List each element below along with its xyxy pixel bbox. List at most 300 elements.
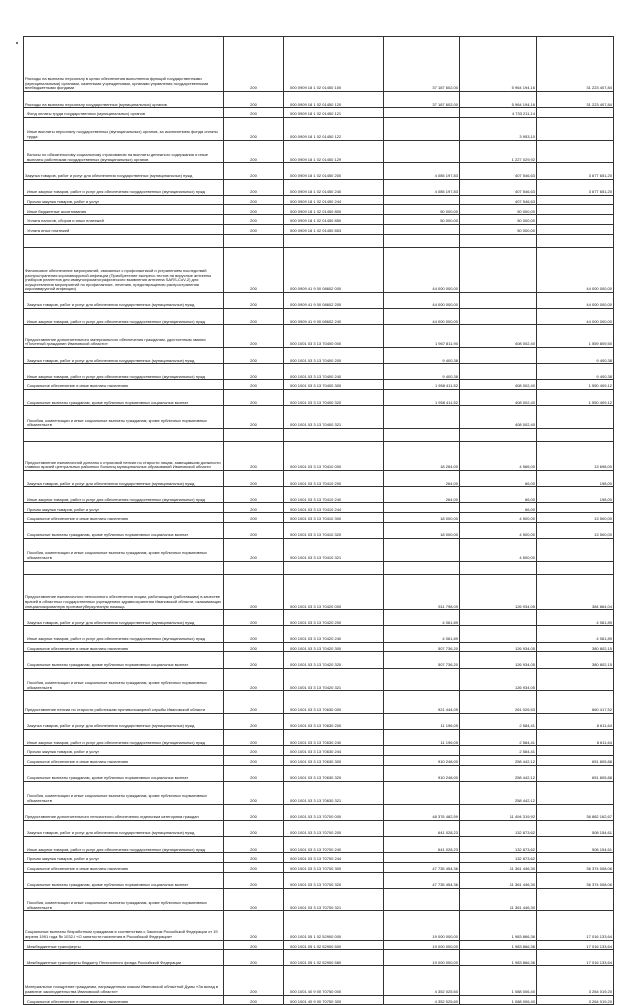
unexecuted-amount: 13 698,00: [537, 441, 614, 470]
executed-amount: 408 002,40: [460, 406, 537, 429]
approved-amount: 4 061,89: [384, 626, 460, 642]
approved-amount: 47 735 454,36: [384, 862, 460, 872]
unexecuted-amount: 651 805,88: [537, 765, 614, 781]
classification-code: 000 1001 05 1 02 52900 500: [284, 940, 384, 950]
classification-code: 000 0909 18 1 02 01450 121: [284, 108, 384, 118]
approved-amount: 511 798,09: [384, 574, 460, 610]
table-row: [24, 513, 614, 523]
item-name: [24, 428, 224, 441]
item-name: Социальное обеспечение и иные выплаты населению: [24, 513, 224, 523]
unexecuted-amount: 380 802,15: [537, 652, 614, 668]
item-name: Иные выплаты персоналу государственных (муниципальных) органов, за исключением фонда оплаты труда: [24, 117, 224, 140]
unexecuted-amount: 36 882 162,67: [537, 804, 614, 820]
approved-amount: [384, 428, 460, 441]
table-row: [24, 940, 614, 950]
executed-amount: [460, 247, 537, 292]
unexecuted-amount: [537, 746, 614, 756]
unexecuted-amount: 508 154,61: [537, 820, 614, 836]
item-name: Социальные выплаты гражданам, кроме публичных нормативных социальных выплат: [24, 522, 224, 538]
unexecuted-amount: 651 805,88: [537, 755, 614, 765]
approved-amount: 4 061,89: [384, 610, 460, 626]
unexecuted-amount: 9 400,38: [537, 347, 614, 363]
line-code: 200: [224, 309, 284, 325]
table-row: [24, 205, 614, 215]
table-row: [24, 911, 614, 940]
classification-code: 000 1001 03 3 13 70400 200: [284, 347, 384, 363]
line-code: 200: [224, 888, 284, 911]
executed-amount: 11 361 446,30: [460, 872, 537, 888]
approved-amount: [384, 406, 460, 429]
classification-code: [284, 561, 384, 574]
classification-code: 000 1001 03 3 13 70700 320: [284, 872, 384, 888]
line-code: 200: [224, 652, 284, 668]
item-name: Расходы на выплаты персоналу государственных (муниципальных) органов: [24, 92, 224, 108]
approved-amount: 4 085 197,83: [384, 163, 460, 179]
table-row: [24, 836, 614, 852]
line-code: 200: [224, 642, 284, 652]
executed-amount: 5 964 194,16: [460, 92, 537, 108]
executed-amount: 132 873,62: [460, 820, 537, 836]
classification-code: 000 1001 03 3 13 70400 240: [284, 364, 384, 380]
approved-amount: [384, 117, 460, 140]
item-name: Закупка товаров, работ и услуг для обеспечения государственных (муниципальных) нужд: [24, 713, 224, 729]
classification-code: 000 0909 18 1 02 01450 100: [284, 37, 384, 92]
unexecuted-amount: 3 677 651,20: [537, 163, 614, 179]
executed-amount: 1 088 006,40: [460, 966, 537, 995]
executed-amount: 4 733 211,14: [460, 108, 537, 118]
table-row: [24, 872, 614, 888]
line-code: 200: [224, 163, 284, 179]
table-row: [24, 140, 614, 163]
table-row: [24, 642, 614, 652]
approved-amount: 4 352 025,60: [384, 995, 460, 1005]
item-name: Предоставление пенсии по старости работникам противопожарной службы Ивановской области: [24, 691, 224, 714]
classification-code: 000 1001 40 9 00 70750 300: [284, 995, 384, 1005]
classification-code: 000 0909 18 1 02 01450 129: [284, 140, 384, 163]
item-name: Социальное обеспечение и иные выплаты населению: [24, 995, 224, 1005]
executed-amount: 4 566,00: [460, 441, 537, 470]
unexecuted-amount: 3 264 019,20: [537, 995, 614, 1005]
item-name: Закупка товаров, работ и услуг для обеспечения государственных (муниципальных) нужд: [24, 610, 224, 626]
classification-code: 000 1001 05 1 02 52900 580: [284, 950, 384, 966]
executed-amount: [460, 234, 537, 247]
approved-amount: 48 376 482,59: [384, 804, 460, 820]
unexecuted-amount: 36 374 008,06: [537, 872, 614, 888]
table-row: [24, 862, 614, 872]
table-row: [24, 325, 614, 348]
classification-code: 000 1001 03 3 13 70410 200: [284, 471, 384, 487]
approved-amount: 18 264,00: [384, 441, 460, 470]
line-code: 200: [224, 292, 284, 308]
item-name: Предоставление дополнительного материального обеспечения гражданам, удостоенным звания «Почетный гражданин Ивановской области»: [24, 325, 224, 348]
executed-amount: 4 500,00: [460, 539, 537, 562]
classification-code: 000 0909 18 1 02 01450 244: [284, 195, 384, 205]
executed-amount: 407 546,63: [460, 195, 537, 205]
approved-amount: 19 000 000,00: [384, 940, 460, 950]
classification-code: 000 1001 03 3 13 70630 320: [284, 765, 384, 781]
item-name: Закупка товаров, работ и услуг для обеспечения государственных (муниципальных) нужд: [24, 471, 224, 487]
item-name: Иные закупки товаров, работ и услуг для обеспечения государственных (муниципальных) нужд: [24, 730, 224, 746]
classification-code: [284, 234, 384, 247]
line-code: 200: [224, 610, 284, 626]
unexecuted-amount: 8 611,64: [537, 713, 614, 729]
table-row: [24, 234, 614, 247]
unexecuted-amount: 380 802,15: [537, 642, 614, 652]
unexecuted-amount: 198,00: [537, 487, 614, 503]
executed-amount: 1 227 029,92: [460, 140, 537, 163]
unexecuted-amount: 4 061,89: [537, 626, 614, 642]
unexecuted-amount: [537, 503, 614, 513]
approved-amount: 37 187 602,00: [384, 37, 460, 92]
executed-amount: [460, 626, 537, 642]
item-name: Социальные выплаты безработным гражданам в соответствии с Законом Российской Федерации от 19 апреля 1991 года № 1032-I «О занятости населения в Российской Федерации»: [24, 911, 224, 940]
item-name: Взносы по обязательному социальному страхованию на выплаты денежного содержания и иные выплаты работникам государственных (муниципальных) органов: [24, 140, 224, 163]
approved-amount: 4 085 197,83: [384, 179, 460, 195]
unexecuted-amount: [537, 428, 614, 441]
executed-amount: 126 934,05: [460, 652, 537, 668]
classification-code: 000 1001 03 3 13 70420 321: [284, 668, 384, 691]
margin-mark: [16, 42, 18, 44]
approved-amount: 1 967 811,90: [384, 325, 460, 348]
line-code: 200: [224, 92, 284, 108]
item-name: Пособия, компенсации и иные социальные выплаты гражданам, кроме публичных нормативных обязательств: [24, 406, 224, 429]
item-name: Иные закупки товаров, работ и услуг для обеспечения государственных (муниципальных) нужд: [24, 836, 224, 852]
item-name: Иные закупки товаров, работ и услуг для обеспечения государственных (муниципальных) нужд: [24, 309, 224, 325]
unexecuted-amount: [537, 205, 614, 215]
classification-code: 000 1001 03 3 13 70400 000: [284, 325, 384, 348]
unexecuted-amount: [537, 234, 614, 247]
unexecuted-amount: [537, 539, 614, 562]
item-name: Пособия, компенсации и иные социальные выплаты гражданам, кроме публичных нормативных обязательств: [24, 888, 224, 911]
executed-amount: [460, 347, 537, 363]
item-name: Социальные выплаты гражданам, кроме публичных нормативных социальных выплат: [24, 652, 224, 668]
table-row: [24, 668, 614, 691]
table-row: [24, 390, 614, 406]
executed-amount: 126 934,05: [460, 668, 537, 691]
line-code: 200: [224, 205, 284, 215]
item-name: [24, 561, 224, 574]
approved-amount: 50 000,00: [384, 215, 460, 225]
classification-code: 000 1001 03 3 13 70420 240: [284, 626, 384, 642]
item-name: Финансовое обеспечение мероприятий, связанных с профилактикой и устранением последствий распространения коронавирусной инфекции (Приобретение экспресс-тестов на вирусные антигены (наборов реагентов для иммунохроматографического выявления антигена SARS-CoV-2) для осуществления мероприятий по профилактике, лечению, предотвращению распространения коронавирусной инфекции): [24, 247, 224, 292]
classification-code: 000 0909 18 1 02 01450 200: [284, 163, 384, 179]
table-row: [24, 804, 614, 820]
table-row: [24, 781, 614, 804]
unexecuted-amount: 198,00: [537, 471, 614, 487]
table-row: [24, 713, 614, 729]
line-code: 200: [224, 406, 284, 429]
table-row: [24, 487, 614, 503]
unexecuted-amount: [537, 888, 614, 911]
item-name: Предоставление дополнительного пенсионного обеспечения отдельным категориям граждан: [24, 804, 224, 820]
executed-amount: 4 500,00: [460, 513, 537, 523]
executed-amount: 408 002,40: [460, 380, 537, 390]
unexecuted-amount: 13 500,00: [537, 522, 614, 538]
approved-amount: [384, 224, 460, 234]
executed-amount: 11 361 446,30: [460, 862, 537, 872]
classification-code: 000 1001 03 3 13 70420 200: [284, 610, 384, 626]
classification-code: 000 0909 18 1 02 01450 240: [284, 179, 384, 195]
executed-amount: 258 442,12: [460, 781, 537, 804]
classification-code: 000 1001 03 3 13 70410 321: [284, 539, 384, 562]
classification-code: 000 1001 03 3 13 70630 244: [284, 746, 384, 756]
table-row: [24, 820, 614, 836]
expenditure-table: [23, 36, 614, 1005]
unexecuted-amount: 3 264 019,20: [537, 966, 614, 995]
line-code: 200: [224, 626, 284, 642]
executed-amount: [460, 428, 537, 441]
line-code: 200: [224, 215, 284, 225]
classification-code: 000 1001 03 3 13 70410 320: [284, 522, 384, 538]
table-row: [24, 37, 614, 92]
line-code: 200: [224, 668, 284, 691]
line-code: 200: [224, 836, 284, 852]
line-code: 200: [224, 513, 284, 523]
approved-amount: 9 400,38: [384, 347, 460, 363]
executed-amount: 50 000,00: [460, 215, 537, 225]
table-row: [24, 117, 614, 140]
table-row: [24, 471, 614, 487]
classification-code: 000 1001 03 3 13 70700 244: [284, 853, 384, 863]
line-code: 200: [224, 347, 284, 363]
executed-amount: 258 442,12: [460, 755, 537, 765]
line-code: 200: [224, 179, 284, 195]
unexecuted-amount: 1 550 409,12: [537, 390, 614, 406]
unexecuted-amount: 17 016 133,64: [537, 911, 614, 940]
classification-code: [284, 428, 384, 441]
executed-amount: 407 546,63: [460, 163, 537, 179]
executed-amount: 66,00: [460, 503, 537, 513]
item-name: Уплата налогов, сборов и иных платежей: [24, 215, 224, 225]
item-name: Социальные выплаты гражданам, кроме публичных нормативных социальных выплат: [24, 390, 224, 406]
line-code: 200: [224, 471, 284, 487]
unexecuted-amount: [537, 195, 614, 205]
classification-code: 000 1001 03 3 13 70400 321: [284, 406, 384, 429]
table-row: [24, 441, 614, 470]
executed-amount: [460, 292, 537, 308]
executed-amount: 132 873,62: [460, 853, 537, 863]
classification-code: 000 0909 18 1 02 01450 800: [284, 205, 384, 215]
table-row: [24, 522, 614, 538]
line-code: 200: [224, 390, 284, 406]
approved-amount: 9 400,38: [384, 364, 460, 380]
approved-amount: 264,00: [384, 471, 460, 487]
unexecuted-amount: [537, 224, 614, 234]
item-name: Закупка товаров, работ и услуг для обеспечения государственных (муниципальных) нужд: [24, 163, 224, 179]
classification-code: 000 1001 03 3 13 70700 240: [284, 836, 384, 852]
line-code: 200: [224, 574, 284, 610]
approved-amount: 44 000 000,00: [384, 309, 460, 325]
approved-amount: 910 248,00: [384, 755, 460, 765]
item-name: Предоставление ежемесячной доплаты к страховой пенсии по старости лицам, замещавшим должности главных врачей центральных районных больниц муниципальных образований Ивановской области: [24, 441, 224, 470]
table-row: [24, 995, 614, 1005]
item-name: [24, 234, 224, 247]
classification-code: 000 1001 03 3 13 70630 200: [284, 713, 384, 729]
table-row: [24, 179, 614, 195]
line-code: 200: [224, 746, 284, 756]
line-code: 200: [224, 781, 284, 804]
table-row: [24, 574, 614, 610]
line-code: 200: [224, 911, 284, 940]
approved-amount: [384, 888, 460, 911]
table-row: [24, 247, 614, 292]
executed-amount: 407 546,63: [460, 179, 537, 195]
table-row: [24, 215, 614, 225]
table-row: [24, 428, 614, 441]
table-row: [24, 292, 614, 308]
table-row: [24, 163, 614, 179]
item-name: Предоставление ежемесячного пенсионного обеспечения лицам, работающим (работавшим) в качестве врачей в областных государственных учреждениях здравоохранения Ивановской области, оказывающих специализированную противотуберкулезную помощь: [24, 574, 224, 610]
item-name: Иные бюджетные ассигнования: [24, 205, 224, 215]
table-row: [24, 224, 614, 234]
unexecuted-amount: 44 000 000,00: [537, 292, 614, 308]
line-code: 200: [224, 37, 284, 92]
line-code: 200: [224, 820, 284, 836]
approved-amount: [384, 195, 460, 205]
approved-amount: 11 196,05: [384, 730, 460, 746]
approved-amount: [384, 539, 460, 562]
item-name: Межбюджетные трансферты бюджету Пенсионного фонда Российской Федерации: [24, 950, 224, 966]
line-code: 200: [224, 364, 284, 380]
executed-amount: 258 442,12: [460, 765, 537, 781]
table-row: [24, 539, 614, 562]
item-name: Социальное обеспечение и иные выплаты населению: [24, 755, 224, 765]
approved-amount: [384, 108, 460, 118]
item-name: Пособия, компенсации и иные социальные выплаты гражданам, кроме публичных нормативных обязательств: [24, 781, 224, 804]
unexecuted-amount: 44 000 000,00: [537, 247, 614, 292]
approved-amount: 19 000 000,00: [384, 950, 460, 966]
classification-code: 000 0909 18 1 02 01450 122: [284, 117, 384, 140]
classification-code: 000 1001 03 3 13 70700 321: [284, 888, 384, 911]
table-row: [24, 765, 614, 781]
approved-amount: 507 736,20: [384, 652, 460, 668]
approved-amount: 44 000 000,00: [384, 292, 460, 308]
table-row: [24, 950, 614, 966]
line-code: 200: [224, 503, 284, 513]
approved-amount: [384, 561, 460, 574]
unexecuted-amount: 1 550 409,12: [537, 380, 614, 390]
line-code: [224, 428, 284, 441]
table-row: [24, 92, 614, 108]
approved-amount: 1 958 411,52: [384, 380, 460, 390]
executed-amount: 3 953,10: [460, 117, 537, 140]
item-name: Прочая закупка товаров, работ и услуг: [24, 853, 224, 863]
unexecuted-amount: 36 374 008,06: [537, 862, 614, 872]
line-code: 200: [224, 804, 284, 820]
item-name: Социальное обеспечение и иные выплаты населению: [24, 380, 224, 390]
classification-code: 000 1001 03 3 13 70410 000: [284, 441, 384, 470]
item-name: Закупка товаров, работ и услуг для обеспечения государственных (муниципальных) нужд: [24, 347, 224, 363]
unexecuted-amount: [537, 108, 614, 118]
executed-amount: 50 000,00: [460, 224, 537, 234]
line-code: 200: [224, 522, 284, 538]
item-name: Фонд оплаты труда государственных (муниципальных) органов: [24, 108, 224, 118]
table-row: [24, 380, 614, 390]
unexecuted-amount: [537, 853, 614, 863]
unexecuted-amount: 1 559 809,50: [537, 325, 614, 348]
executed-amount: 1 983 866,36: [460, 911, 537, 940]
unexecuted-amount: 9 400,38: [537, 364, 614, 380]
executed-amount: 408 002,40: [460, 390, 537, 406]
classification-code: 000 0909 18 1 02 01450 850: [284, 215, 384, 225]
approved-amount: 19 000 000,00: [384, 911, 460, 940]
approved-amount: 47 735 454,36: [384, 872, 460, 888]
line-code: 200: [224, 441, 284, 470]
unexecuted-amount: 13 500,00: [537, 513, 614, 523]
item-name: Пособия, компенсации и иные социальные выплаты гражданам, кроме публичных нормативных обязательств: [24, 539, 224, 562]
item-name: Иные закупки товаров, работ и услуг для обеспечения государственных (муниципальных) нужд: [24, 626, 224, 642]
item-name: Расходы на выплаты персоналу в целях обеспечения выполнения функций государственными (муниципальными) органами, казенными учреждениями, органами управления государственными внебюджетными фондами: [24, 37, 224, 92]
executed-amount: 126 934,05: [460, 642, 537, 652]
classification-code: 000 1001 03 3 13 70410 300: [284, 513, 384, 523]
executed-amount: 261 026,53: [460, 691, 537, 714]
unexecuted-amount: [537, 668, 614, 691]
table-row: [24, 309, 614, 325]
line-code: 200: [224, 325, 284, 348]
table-row: [24, 626, 614, 642]
table-row: [24, 108, 614, 118]
classification-code: 000 0909 18 1 02 01450 853: [284, 224, 384, 234]
classification-code: 000 1001 03 3 13 70410 240: [284, 487, 384, 503]
item-name: Прочая закупка товаров, работ и услуг: [24, 746, 224, 756]
line-code: 200: [224, 966, 284, 995]
classification-code: 000 1001 40 9 00 70750 000: [284, 966, 384, 995]
line-code: 200: [224, 853, 284, 863]
executed-amount: [460, 364, 537, 380]
line-code: 200: [224, 950, 284, 966]
approved-amount: [384, 668, 460, 691]
line-code: 200: [224, 691, 284, 714]
classification-code: 000 0909 41 9 00 08602 240: [284, 309, 384, 325]
line-code: [224, 561, 284, 574]
executed-amount: 66,00: [460, 471, 537, 487]
executed-amount: 5 964 194,16: [460, 37, 537, 92]
line-code: 200: [224, 380, 284, 390]
item-name: Иные закупки товаров, работ и услуг для обеспечения государственных (муниципальных) нужд: [24, 179, 224, 195]
table-row: [24, 888, 614, 911]
executed-amount: 11 494 319,92: [460, 804, 537, 820]
unexecuted-amount: [537, 140, 614, 163]
classification-code: 000 1001 03 3 13 70410 244: [284, 503, 384, 513]
table-row: [24, 503, 614, 513]
line-code: 200: [224, 872, 284, 888]
approved-amount: 18 000,00: [384, 522, 460, 538]
item-name: Закупка товаров, работ и услуг для обеспечения государственных (муниципальных) нужд: [24, 820, 224, 836]
line-code: 200: [224, 940, 284, 950]
line-code: 200: [224, 539, 284, 562]
line-code: 200: [224, 487, 284, 503]
unexecuted-amount: 17 016 133,64: [537, 940, 614, 950]
approved-amount: 641 028,23: [384, 820, 460, 836]
classification-code: 000 0909 41 9 00 08602 200: [284, 292, 384, 308]
item-name: Межбюджетные трансферты: [24, 940, 224, 950]
unexecuted-amount: 31 223 407,84: [537, 92, 614, 108]
line-code: 200: [224, 730, 284, 746]
executed-amount: 2 584,41: [460, 713, 537, 729]
approved-amount: [384, 853, 460, 863]
unexecuted-amount: 508 154,61: [537, 836, 614, 852]
unexecuted-amount: [537, 215, 614, 225]
executed-amount: 4 500,00: [460, 522, 537, 538]
item-name: Иные закупки товаров, работ и услуг для обеспечения государственных (муниципальных) нужд: [24, 487, 224, 503]
unexecuted-amount: 3 677 651,20: [537, 179, 614, 195]
classification-code: 000 1001 05 1 02 52900 000: [284, 911, 384, 940]
item-name: Социальное обеспечение и иные выплаты населению: [24, 642, 224, 652]
executed-amount: 132 873,62: [460, 836, 537, 852]
unexecuted-amount: 31 223 407,84: [537, 37, 614, 92]
line-code: 200: [224, 117, 284, 140]
table-row: [24, 691, 614, 714]
